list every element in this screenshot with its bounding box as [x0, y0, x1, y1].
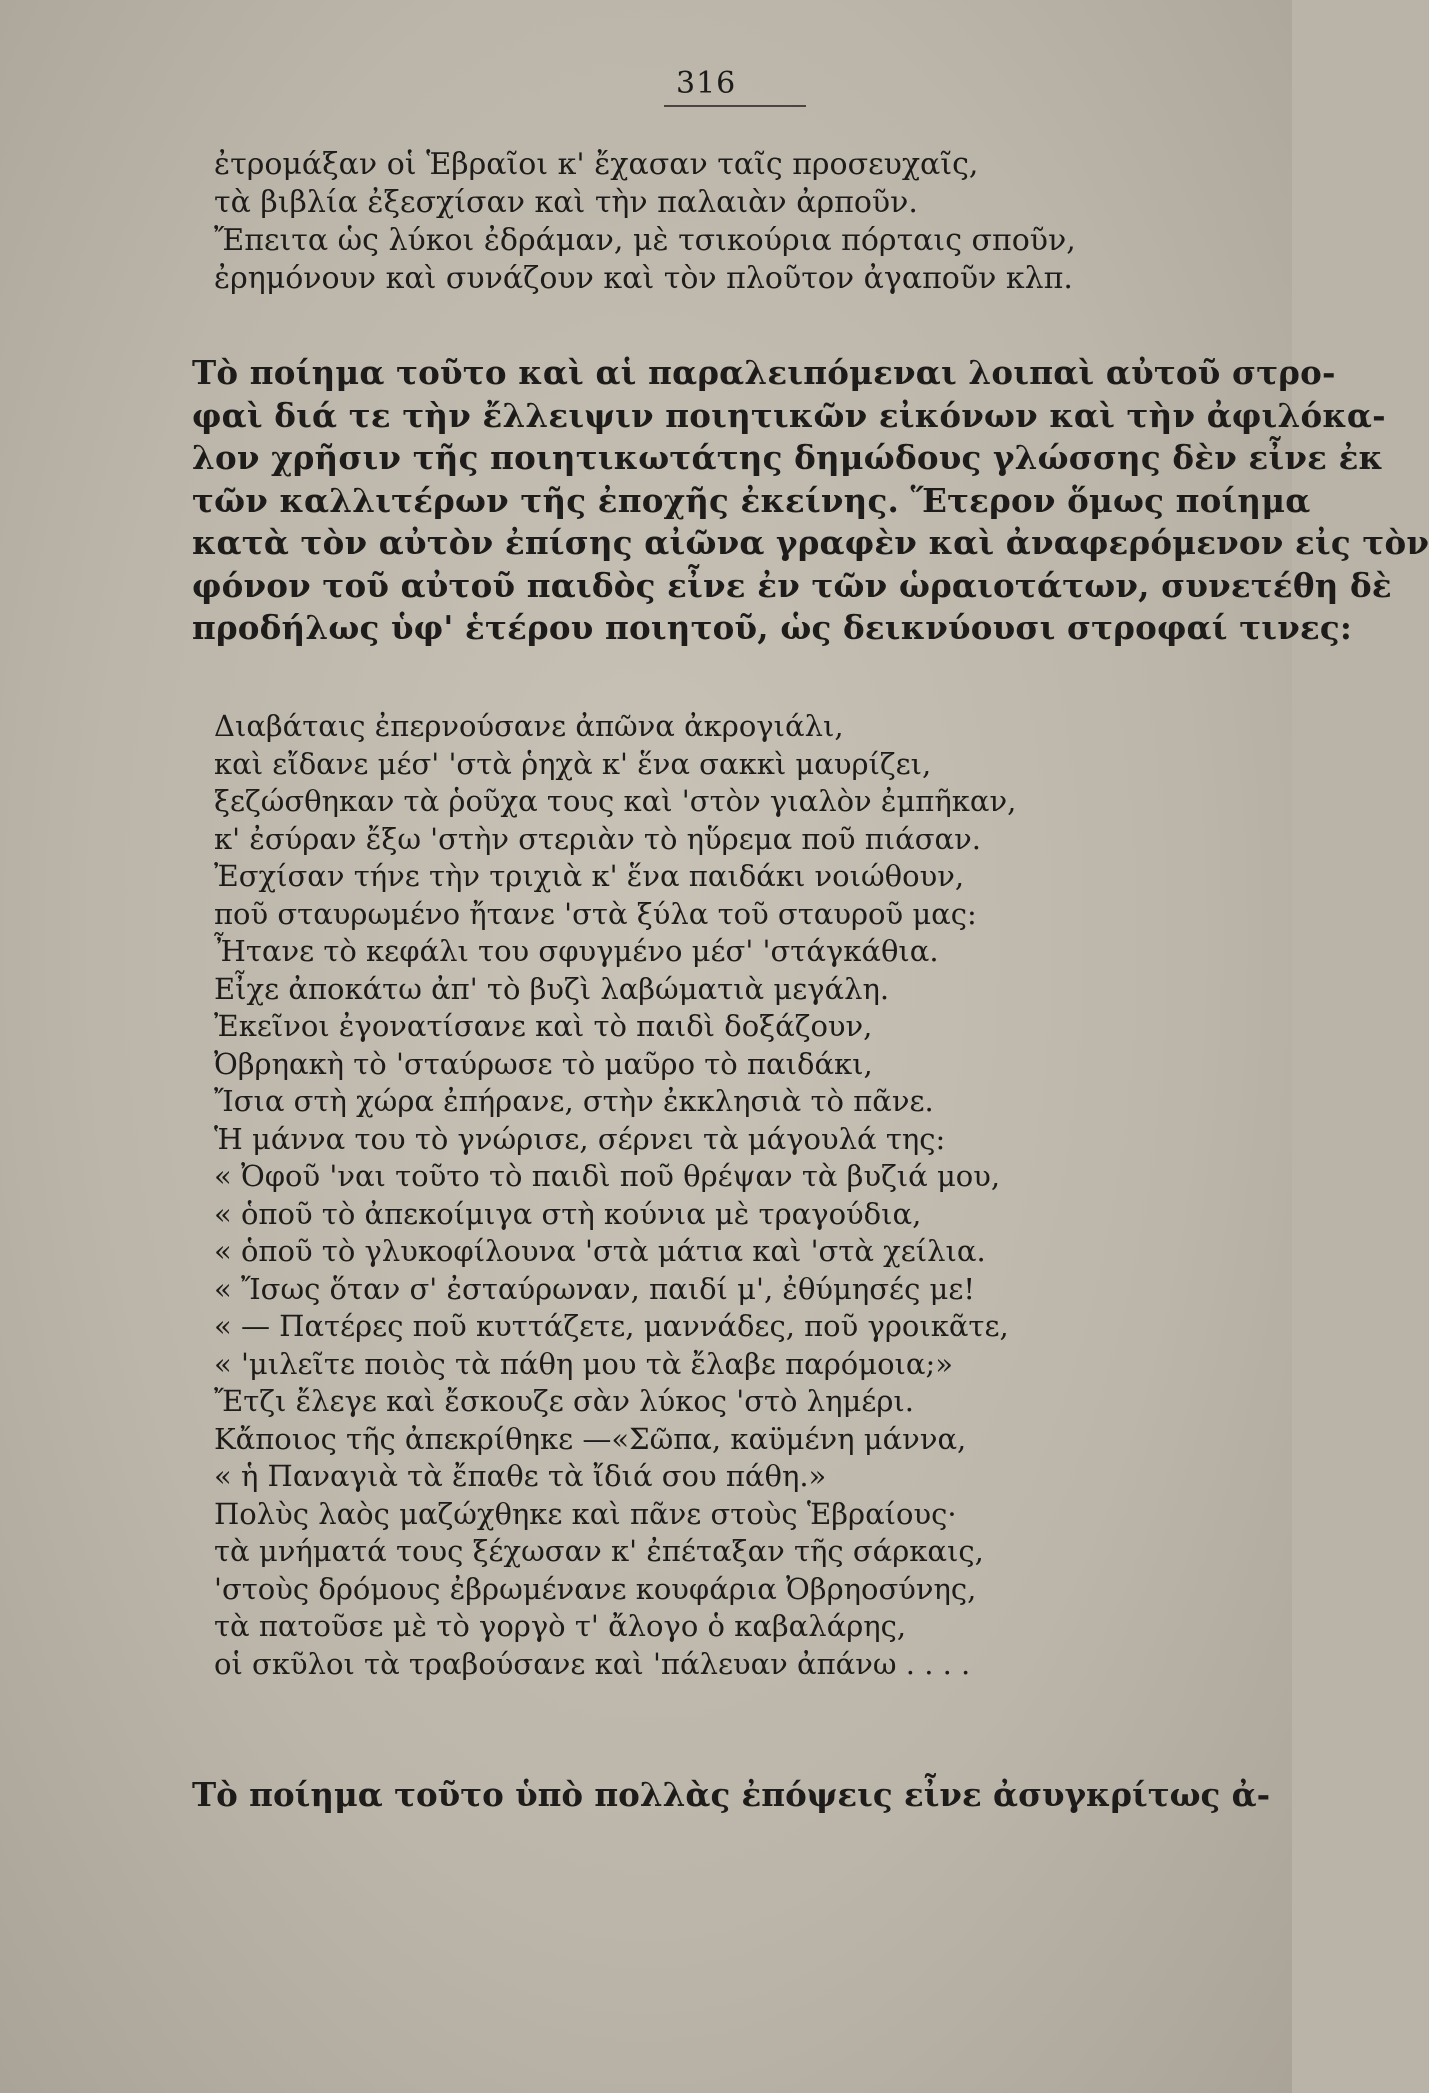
prose-line: Τὸ ποίημα τοῦτο ὑπὸ πολλὰς ἐπόψεις εἶνε ἀσυγκρίτως ἀ-: [192, 1775, 1271, 1814]
verse-line: Ἦτανε τὸ κεφάλι του σφυγμένο μέσ' 'στάγκάθια.: [214, 934, 939, 968]
verse-line: Διαβάταις ἐπερνούσανε ἀπῶνα ἀκρογιάλι,: [214, 709, 844, 743]
prose-line: προδήλως ὑφ' ἑτέρου ποιητοῦ, ὡς δεικνύουσι στροφαί τινες:: [192, 608, 1353, 647]
verse-main: [214, 708, 1234, 1683]
prose-line: φόνον τοῦ αὐτοῦ παιδὸς εἶνε ἐν τῶν ὡραιοτάτων, συνετέθη δὲ: [192, 565, 1392, 605]
verse-line: « ὁποῦ τὸ γλυκοφίλουνα 'στὰ μάτια καὶ 'στὰ χείλια.: [214, 1234, 986, 1268]
verse-line: « ὁποῦ τὸ ἀπεκοίμιγα στὴ κούνια μὲ τραγούδια,: [214, 1196, 922, 1231]
verse-line: ἐτρομάξαν οἱ Ἑβραῖοι κ' ἔχασαν ταῖς προσευχαῖς,: [214, 147, 979, 182]
verse-line: Ἐκεῖνοι ἐγονατίσανε καὶ τὸ παιδὶ δοξάζουν,: [214, 1009, 873, 1043]
verse-line: 'στοὺς δρόμους ἐβρωμένανε κουφάρια Ὀβρηοσύνης,: [214, 1571, 977, 1606]
verse-line: « ἡ Παναγιὰ τὰ ἔπαθε τὰ ἴδιά σου πάθη.»: [214, 1459, 827, 1493]
verse-line: Πολὺς λαὸς μαζώχθηκε καὶ πᾶνε στοὺς Ἑβραίους·: [214, 1496, 957, 1531]
verse-line: ποῦ σταυρωμένο ἤτανε 'στὰ ξύλα τοῦ σταυροῦ μας:: [214, 896, 977, 931]
verse-line: Εἶχε ἀποκάτω ἀπ' τὸ βυζὶ λαβώματιὰ μεγάλη.: [214, 971, 890, 1006]
prose-line: τῶν καλλιτέρων τῆς ἐποχῆς ἐκείνης. Ἕτερον ὅμως ποίημα: [192, 480, 1311, 520]
verse-line: Ἡ μάννα του τὸ γνώρισε, σέρνει τὰ μάγουλά της:: [214, 1121, 946, 1156]
prose-paragraph-1: [192, 352, 1429, 650]
verse-top: [214, 146, 1234, 298]
verse-line: « Ὀφοῦ 'ναι τοῦτο τὸ παιδὶ ποῦ θρέψαν τὰ βυζιά μου,: [214, 1159, 1001, 1193]
prose-line: λον χρῆσιν τῆς ποιητικωτάτης δημώδους γλώσσης δὲν εἶνε ἐκ: [192, 438, 1384, 477]
prose-line: Τὸ ποίημα τοῦτο καὶ αἱ παραλειπόμεναι λοιπαὶ αὐτοῦ στρο-: [192, 353, 1336, 392]
verse-line: οἱ σκῦλοι τὰ τραβούσανε καὶ 'πάλευαν ἀπάνω . . . .: [214, 1646, 971, 1681]
verse-line: Ἔτζι ἔλεγε καὶ ἔσκουζε σὰν λύκος 'στὸ λημέρι.: [214, 1384, 914, 1418]
verse-line: τὰ μνήματά τους ξέχωσαν κ' ἐπέταξαν τῆς σάρκαις,: [214, 1534, 984, 1568]
verse-line: τὰ βιβλία ἐξεσχίσαν καὶ τὴν παλαιὰν ἀρποῦν.: [214, 185, 918, 220]
prose-line: φαὶ διά τε τὴν ἔλλειψιν ποιητικῶν εἰκόνων καὶ τὴν ἀφιλόκα-: [192, 395, 1386, 435]
verse-line: Κἄποιος τῆς ἀπεκρίθηκε —«Σῶπα, καϋμένη μάννα,: [214, 1421, 967, 1456]
verse-line: κ' ἐσύραν ἔξω 'στὴν στεριὰν τὸ ηὕρεμα ποῦ πιάσαν.: [214, 821, 981, 856]
verse-line: « Ἴσως ὅταν σ' ἐσταύρωναν, παιδί μ', ἐθύμησές με!: [214, 1271, 976, 1306]
verse-line: Ἐσχίσαν τήνε τὴν τριχιὰ κ' ἕνα παιδάκι νοιώθουν,: [214, 859, 965, 893]
verse-line: καὶ εἴδανε μέσ' 'στὰ ῥηχὰ κ' ἕνα σακκὶ μαυρίζει,: [214, 746, 932, 781]
verse-line: Ἴσια στὴ χώρα ἐπήρανε, στὴν ἐκκλησιὰ τὸ πᾶνε.: [214, 1084, 934, 1118]
verse-line: « 'μιλεῖτε ποιὸς τὰ πάθη μου τὰ ἔλαβε παρόμοια;»: [214, 1346, 954, 1381]
page-number: 316: [664, 66, 806, 107]
verse-line: ἐρημόνουν καὶ συνάζουν καὶ τὸν πλοῦτον ἀγαποῦν κλπ.: [214, 261, 1073, 296]
verse-line: Ὀβρηακὴ τὸ 'σταύρωσε τὸ μαῦρο τὸ παιδάκι,: [214, 1046, 873, 1081]
verse-line: « — Πατέρες ποῦ κυττάζετε, μαννάδες, ποῦ γροικᾶτε,: [214, 1309, 1009, 1343]
prose-line: κατὰ τὸν αὐτὸν ἐπίσης αἰῶνα γραφὲν καὶ ἀναφερόμενον εἰς τὸν: [192, 523, 1429, 562]
verse-line: ξεζώσθηκαν τὰ ῥοῦχα τους καὶ 'στὸν γιαλὸν ἐμπῆκαν,: [214, 784, 1017, 818]
verse-line: Ἔπειτα ὡς λύκοι ἐδράμαν, μὲ τσικούρια πόρταις σποῦν,: [214, 223, 1076, 258]
verse-line: τὰ πατοῦσε μὲ τὸ γοργὸ τ' ἄλογο ὁ καβαλάρης,: [214, 1609, 907, 1643]
prose-paragraph-2: [192, 1774, 1271, 1816]
